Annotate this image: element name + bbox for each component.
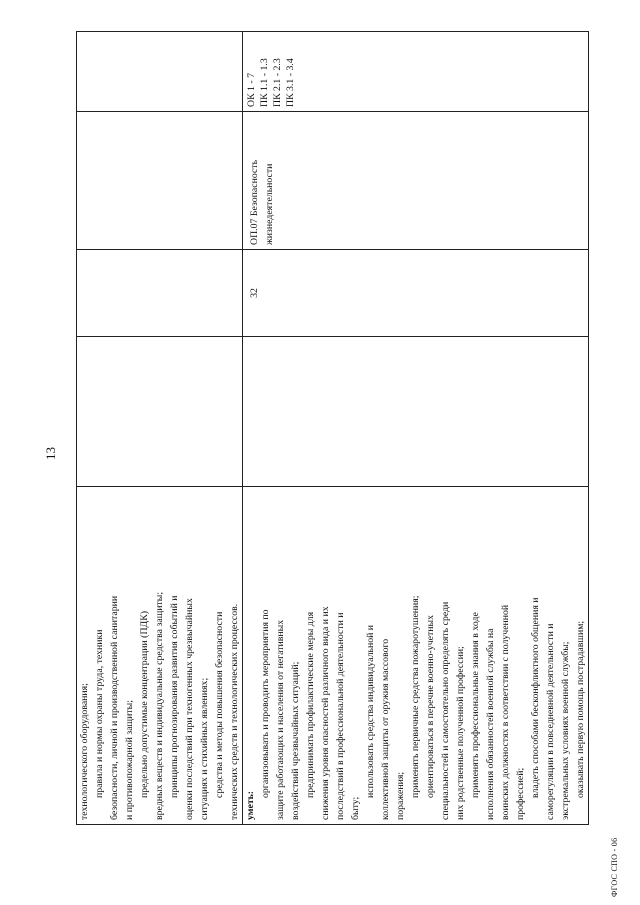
skills-line: них родственные полученной профессии; xyxy=(455,646,466,820)
skills-line: применять первичные средства пожаротушения; xyxy=(410,595,421,798)
competency-code: ПК 1.1 - 1.3 xyxy=(259,58,270,107)
footer-code: ФГОС СПО - 06 xyxy=(610,837,619,897)
knowledge-line: вредных веществ и индивидуальные средства защиты; xyxy=(154,591,165,820)
knowledge-line: ситуациях и стихийных явлениях; xyxy=(199,677,210,820)
knowledge-line: принципы прогнозирования развития событий и xyxy=(169,595,180,798)
skills-line: оказывать первую помощь пострадавшим; xyxy=(575,620,586,798)
knowledge-line: предельно допустимые концентрации (ПДК) xyxy=(139,611,150,798)
skills-line: предпринимать профилактические меры для xyxy=(305,611,316,798)
knowledge-cell xyxy=(77,487,243,825)
skills-line: применять профессиональные знания в ходе xyxy=(470,612,481,798)
hours-cell: 32 xyxy=(243,250,589,337)
skills-line: исполнения обязанностей военной службы на xyxy=(485,628,496,820)
table-row-knowledge xyxy=(77,32,243,825)
standard-table xyxy=(76,31,589,825)
skills-line: экстремальных условиях военной службы; xyxy=(560,641,571,820)
competency-list xyxy=(245,36,297,107)
knowledge-line: технологического оборудования; xyxy=(79,683,90,820)
empty-cell xyxy=(77,32,243,112)
skills-line: снижения уровня опасностей различного вида и их xyxy=(320,606,331,820)
skills-cell xyxy=(243,487,589,825)
empty-cell xyxy=(243,337,589,487)
skills-line: быту; xyxy=(350,796,361,820)
skills-line: защите работающих и населения от негативных xyxy=(275,619,286,820)
skills-line: воздействий чрезвычайных ситуаций; xyxy=(290,661,301,820)
skills-line: использовать средства индивидуальной и xyxy=(365,624,376,798)
skills-line: последствий в профессиональной деятельности и xyxy=(335,612,346,820)
skills-line: ориентироваться в перечне военно-учетных xyxy=(425,615,436,798)
empty-cell xyxy=(77,112,243,250)
skills-line: владеть способами бесконфликтного общения и xyxy=(530,597,541,798)
knowledge-line: средства и методы повышения безопасности xyxy=(214,611,225,798)
knowledge-lines xyxy=(77,491,242,820)
competencies-cell xyxy=(243,32,589,112)
skills-line: поражения; xyxy=(395,771,406,820)
competency-code: ПК 3.1 - 3.4 xyxy=(285,58,296,107)
skills-line: профессией; xyxy=(515,767,526,820)
skills-line: специальностей и самостоятельно определять среди xyxy=(440,601,451,820)
discipline-name: ОП.07 Безопасность xyxy=(249,159,260,245)
knowledge-line: правила и нормы охраны труда, техники xyxy=(94,629,105,798)
knowledge-line: безопасности, личной и производственной санитарии xyxy=(109,595,120,820)
knowledge-line: и противопожарной защиты; xyxy=(124,700,135,820)
skills-heading: уметь: xyxy=(245,790,256,820)
skills-line: саморегуляции в повседневной деятельности и xyxy=(545,623,556,820)
competency-code: ОК 1 - 7 xyxy=(246,72,257,107)
skills-lines xyxy=(258,491,588,820)
skills-line: организовывать и проводить мероприятия по xyxy=(260,609,271,798)
table-row-skills xyxy=(243,32,589,825)
discipline-name-cont: жизнедеятельности xyxy=(264,163,275,245)
competency-code: ПК 2.1 - 2.3 xyxy=(272,58,283,107)
page-number: 13 xyxy=(43,447,58,460)
knowledge-line: оценки последствий при техногенных чрезвычайных xyxy=(184,598,195,820)
skills-line: коллективной защиты от оружия массового xyxy=(380,638,391,820)
knowledge-line: технических средств и технологических процессов. xyxy=(229,603,240,820)
empty-cell xyxy=(77,250,243,337)
discipline-cell xyxy=(243,112,589,250)
empty-cell xyxy=(77,337,243,487)
skills-line: воинских должностях в соответствии с полученной xyxy=(500,604,511,820)
